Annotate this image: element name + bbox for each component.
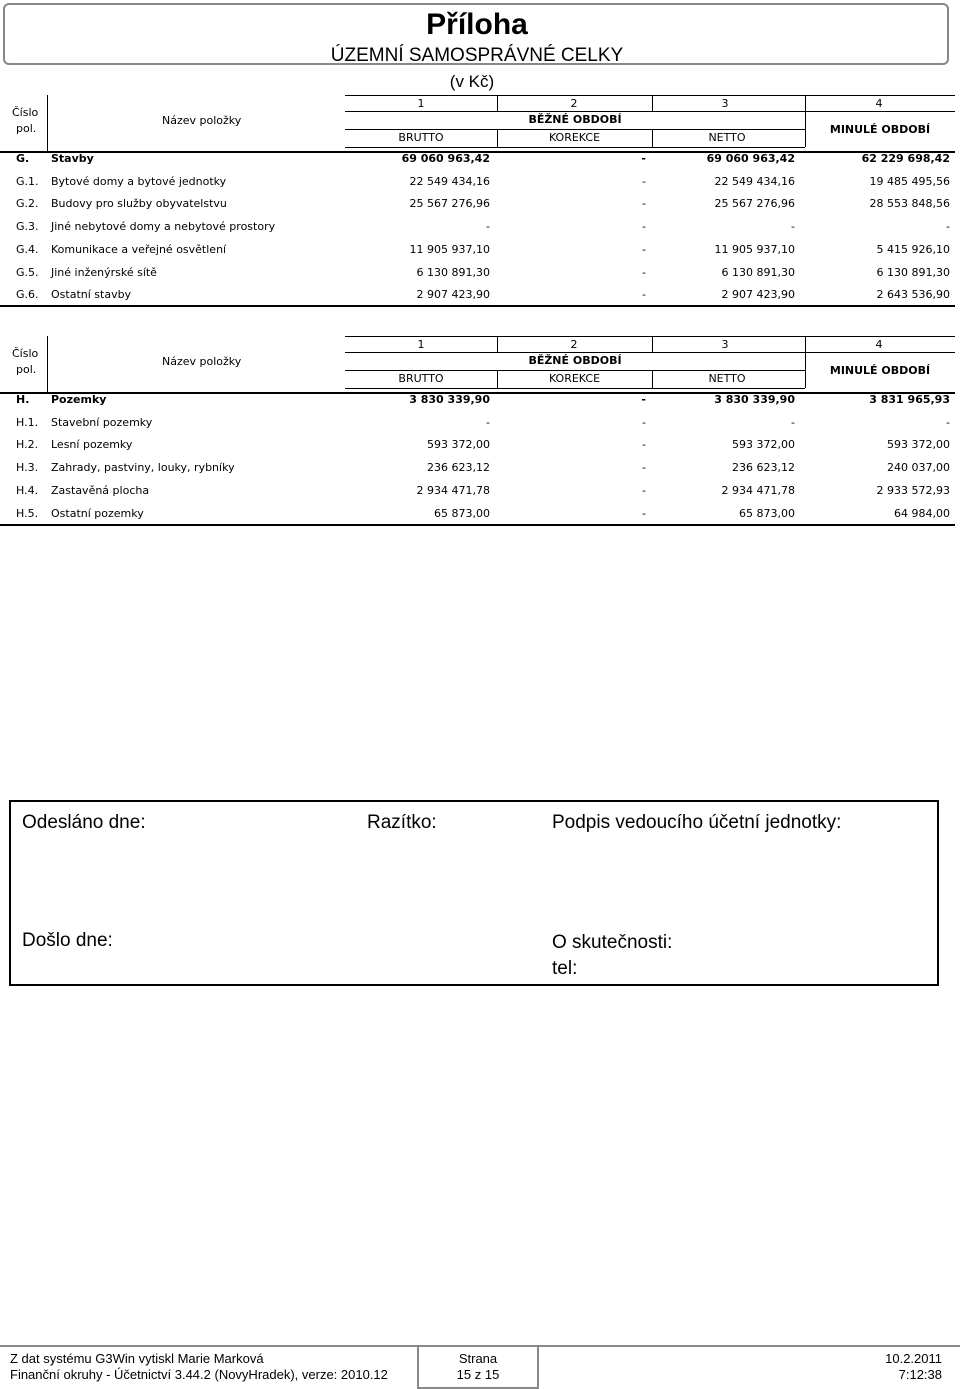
- row-name: Zastavěná plocha: [51, 483, 150, 497]
- row-korekce: -: [641, 393, 646, 406]
- col4-label: 4: [875, 97, 883, 110]
- row-korekce: -: [642, 220, 646, 234]
- row-code: H.: [16, 393, 30, 406]
- o-skutecnosti-label: O skutečnosti:: [552, 932, 673, 953]
- row-brutto: 236 623,12: [427, 461, 490, 475]
- row-minule: 2 643 536,90: [876, 288, 950, 302]
- header-line-top: [345, 336, 955, 337]
- table-row: [0, 389, 960, 411]
- row-name: Jiné inženýrské sítě: [51, 265, 157, 279]
- row-minule: 5 415 926,10: [876, 242, 950, 256]
- brutto-label: BRUTTO: [398, 131, 444, 144]
- col3-label: 3: [721, 97, 729, 110]
- tel-label: tel:: [552, 958, 578, 979]
- print-date: 10.2.2011: [885, 1351, 942, 1366]
- bezne-obdobi-label: BĚŽNÉ OBDOBÍ: [528, 113, 622, 126]
- row-name: Ostatní stavby: [51, 288, 132, 302]
- row-code: G.5.: [16, 265, 39, 279]
- row-code: H.2.: [16, 438, 39, 452]
- cislo-label: Číslo: [12, 347, 39, 360]
- table-bottom-line: [0, 305, 955, 307]
- page-number-box: [417, 1347, 539, 1389]
- header-vline-5: [652, 370, 653, 388]
- pol-label: pol.: [16, 363, 37, 376]
- row-name: Budovy pro služby obyvatelstvu: [51, 197, 227, 211]
- table-row: [0, 284, 960, 306]
- row-brutto: 6 130 891,30: [416, 265, 490, 279]
- col1-label: 1: [417, 97, 425, 110]
- col2-label: 2: [570, 97, 578, 110]
- row-code: G.2.: [16, 197, 39, 211]
- row-netto: 6 130 891,30: [721, 265, 795, 279]
- row-brutto: 65 873,00: [434, 506, 490, 520]
- table-row: [0, 193, 960, 215]
- row-brutto: 25 567 276,96: [409, 197, 490, 211]
- col3-label: 3: [721, 338, 729, 351]
- korekce-label: KOREKCE: [548, 131, 601, 144]
- header-vline-2: [652, 336, 653, 352]
- row-name: Stavební pozemky: [51, 415, 153, 429]
- row-netto: 25 567 276,96: [714, 197, 795, 211]
- header-line-1: [345, 111, 805, 112]
- row-minule: 2 933 572,93: [876, 483, 950, 497]
- row-code: G.4.: [16, 242, 39, 256]
- table-row: [0, 480, 960, 502]
- header-vline-1: [497, 336, 498, 352]
- row-name: Stavby: [51, 152, 94, 165]
- header-vline-2: [652, 95, 653, 111]
- footer: [0, 1345, 960, 1389]
- odeslano-label: Odesláno dne:: [22, 812, 146, 833]
- row-brutto: 11 905 937,10: [409, 242, 490, 256]
- brutto-label: BRUTTO: [398, 372, 444, 385]
- header-vline-5: [652, 129, 653, 147]
- row-brutto: 3 830 339,90: [409, 393, 490, 406]
- row-korekce: -: [641, 152, 646, 165]
- row-korekce: -: [642, 265, 646, 279]
- row-netto: 593 372,00: [732, 438, 795, 452]
- header-vline-4: [497, 129, 498, 147]
- row-minule: -: [946, 415, 950, 429]
- row-brutto: -: [486, 220, 490, 234]
- netto-label: NETTO: [708, 131, 746, 144]
- header-line-2: [345, 129, 805, 130]
- row-minule: -: [946, 220, 950, 234]
- currency-unit: (v Kč): [449, 72, 495, 91]
- row-code: G.1.: [16, 174, 39, 188]
- col1-label: 1: [417, 338, 425, 351]
- row-name: Bytové domy a bytové jednotky: [51, 174, 227, 188]
- header-line-top: [345, 95, 955, 96]
- row-korekce: -: [642, 197, 646, 211]
- row-code: H.5.: [16, 506, 39, 520]
- row-netto: 69 060 963,42: [706, 152, 795, 165]
- row-netto: -: [791, 415, 795, 429]
- row-code: H.4.: [16, 483, 39, 497]
- table-row: [0, 457, 960, 479]
- row-netto: 236 623,12: [732, 461, 795, 475]
- header-line-2: [345, 370, 805, 371]
- row-brutto: 22 549 434,16: [409, 174, 490, 188]
- table-row: [0, 216, 960, 238]
- row-brutto: 593 372,00: [427, 438, 490, 452]
- table-header: [0, 95, 960, 151]
- table-bottom-line: [0, 524, 955, 526]
- row-brutto: 2 907 423,90: [416, 288, 490, 302]
- row-name: Lesní pozemky: [51, 438, 133, 452]
- signature-box: [9, 800, 939, 986]
- row-code: H.3.: [16, 461, 39, 475]
- row-korekce: -: [642, 242, 646, 256]
- razitko-label: Razítko:: [367, 812, 437, 833]
- table-header: [0, 336, 960, 392]
- row-code: G.: [16, 152, 30, 165]
- row-name: Jiné nebytové domy a nebytové prostory: [51, 220, 276, 234]
- header-line-1: [345, 352, 805, 353]
- row-netto: 2 934 471,78: [721, 483, 795, 497]
- title-box: [3, 3, 949, 65]
- row-minule: 6 130 891,30: [876, 265, 950, 279]
- table-row: [0, 434, 960, 456]
- row-korekce: -: [642, 461, 646, 475]
- row-minule: 64 984,00: [894, 506, 950, 520]
- row-name: Pozemky: [51, 393, 107, 406]
- table-row: [0, 148, 960, 170]
- row-netto: 2 907 423,90: [721, 288, 795, 302]
- table-row: [0, 262, 960, 284]
- nazev-label: Název položky: [162, 114, 242, 127]
- page-label: Strana: [458, 1351, 498, 1366]
- row-brutto: 2 934 471,78: [416, 483, 490, 497]
- row-brutto: 69 060 963,42: [401, 152, 490, 165]
- netto-label: NETTO: [708, 372, 746, 385]
- page-subtitle: ÚZEMNÍ SAMOSPRÁVNÉ CELKY: [330, 45, 624, 66]
- cislo-label: Číslo: [12, 106, 39, 119]
- nazev-label: Název položky: [162, 355, 242, 368]
- table-row: [0, 171, 960, 193]
- row-korekce: -: [642, 506, 646, 520]
- row-brutto: -: [486, 415, 490, 429]
- bezne-obdobi-label: BĚŽNÉ OBDOBÍ: [528, 354, 622, 367]
- footer-printed-by: Z dat systému G3Win vytiskl Marie Marková: [10, 1351, 264, 1366]
- row-minule: 19 485 495,56: [869, 174, 950, 188]
- row-korekce: -: [642, 483, 646, 497]
- header-vline-3: [805, 336, 806, 388]
- row-korekce: -: [642, 438, 646, 452]
- row-minule: 3 831 965,93: [869, 393, 950, 406]
- header-vline-3: [805, 95, 806, 147]
- table-pozemky: [0, 336, 960, 520]
- print-time: 7:12:38: [898, 1367, 942, 1382]
- table-stavby: [0, 95, 960, 302]
- row-code: G.6.: [16, 288, 39, 302]
- row-minule: 28 553 848,56: [869, 197, 950, 211]
- header-vline-0: [47, 95, 48, 151]
- header-line-4: [805, 352, 955, 353]
- table-row: [0, 412, 960, 434]
- footer-software: Finanční okruhy - Účetnictví 3.44.2 (NovyHradek), verze: 2010.12: [10, 1367, 388, 1382]
- page-title: Příloha: [426, 8, 528, 41]
- row-netto: 11 905 937,10: [714, 242, 795, 256]
- row-netto: 65 873,00: [739, 506, 795, 520]
- row-netto: -: [791, 220, 795, 234]
- row-name: Komunikace a veřejné osvětlení: [51, 242, 227, 256]
- row-code: G.3.: [16, 220, 39, 234]
- col2-label: 2: [570, 338, 578, 351]
- page-number: 15 z 15: [456, 1367, 500, 1382]
- header-vline-4: [497, 370, 498, 388]
- row-netto: 22 549 434,16: [714, 174, 795, 188]
- podpis-label: Podpis vedoucího účetní jednotky:: [552, 812, 842, 833]
- doslo-label: Došlo dne:: [22, 930, 113, 951]
- header-vline-0: [47, 336, 48, 392]
- minule-obdobi-label: MINULÉ OBDOBÍ: [829, 123, 931, 136]
- table-row: [0, 503, 960, 525]
- header-line-4: [805, 111, 955, 112]
- col4-label: 4: [875, 338, 883, 351]
- row-name: Zahrady, pastviny, louky, rybníky: [51, 461, 235, 475]
- pol-label: pol.: [16, 122, 37, 135]
- header-vline-1: [497, 95, 498, 111]
- row-name: Ostatní pozemky: [51, 506, 144, 520]
- row-minule: 62 229 698,42: [861, 152, 950, 165]
- table-row: [0, 239, 960, 261]
- row-minule: 240 037,00: [887, 461, 950, 475]
- korekce-label: KOREKCE: [548, 372, 601, 385]
- row-korekce: -: [642, 174, 646, 188]
- row-netto: 3 830 339,90: [714, 393, 795, 406]
- row-korekce: -: [642, 415, 646, 429]
- minule-obdobi-label: MINULÉ OBDOBÍ: [829, 364, 931, 377]
- row-code: H.1.: [16, 415, 39, 429]
- row-minule: 593 372,00: [887, 438, 950, 452]
- row-korekce: -: [642, 288, 646, 302]
